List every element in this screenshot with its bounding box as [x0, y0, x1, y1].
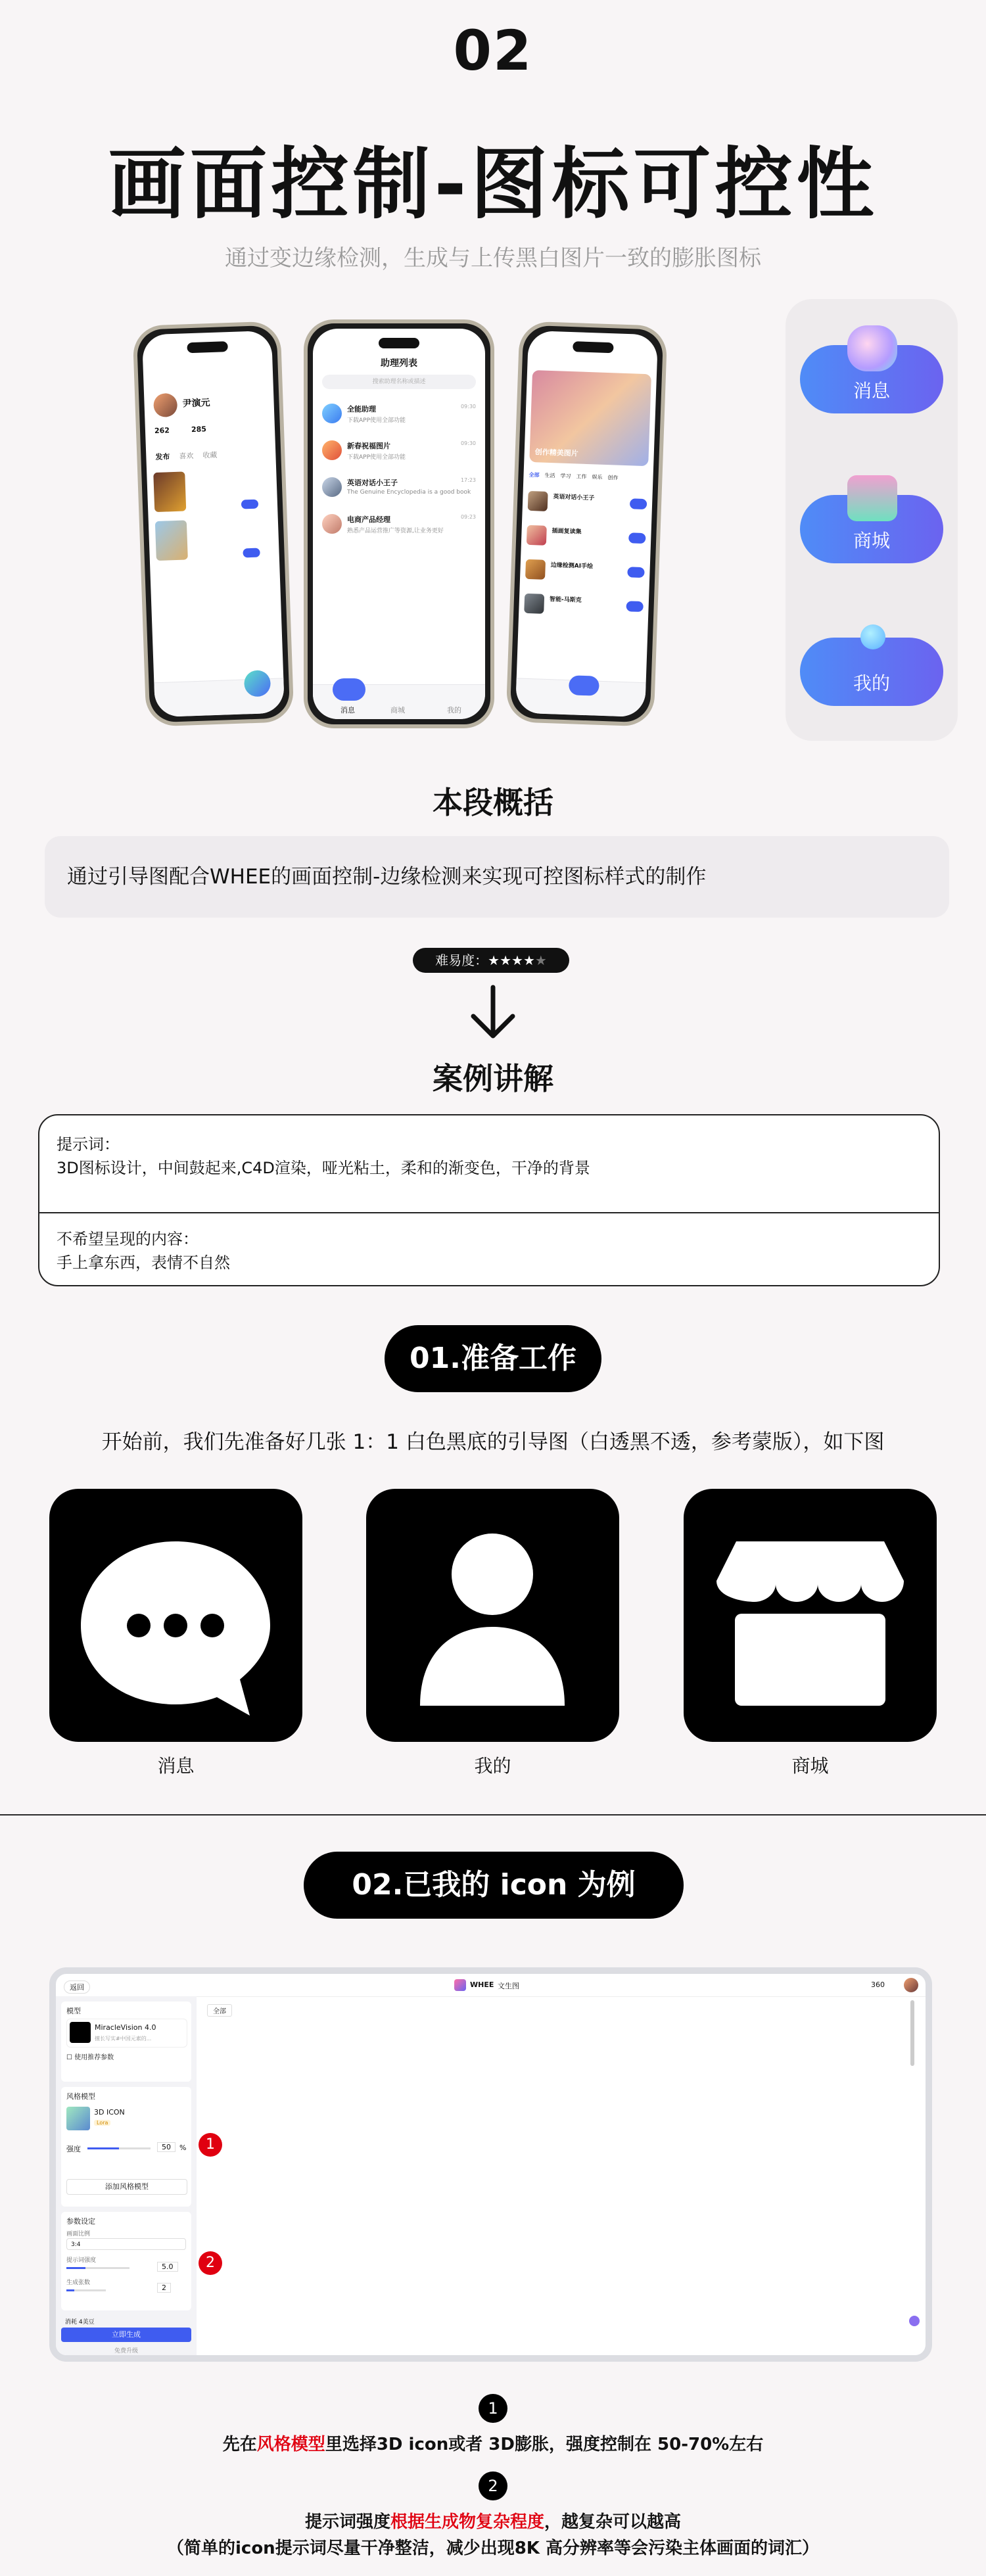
page-subtitle: 通过变边缘检测，生成与上传黑白图片一致的膨胀图标 [225, 245, 761, 271]
model-select[interactable] [66, 2019, 187, 2048]
search-input[interactable]: 搜索助理名称或描述 [322, 375, 476, 389]
item-subtitle: 下载APP使用全部功能 [347, 417, 406, 424]
phone-mockup-discover [505, 321, 667, 726]
list-item[interactable] [322, 475, 476, 503]
style-model-card [61, 2087, 191, 2207]
scrollbar[interactable] [910, 2000, 914, 2066]
avatar [322, 440, 342, 460]
model-name: MiracleVision 4.0 [95, 2023, 156, 2032]
category-tabs[interactable]: 全部 生活 学习 工作 娱乐 创作 [528, 471, 619, 481]
tab-me[interactable]: 我的 [447, 706, 461, 714]
screen-title: 助理列表 [381, 358, 417, 369]
guide-label: 我的 [474, 1755, 511, 1777]
style-name: 3D ICON [94, 2108, 125, 2117]
params-card [61, 2212, 191, 2310]
style-tag: Lora [94, 2120, 110, 2126]
prompt-strength-label: 提示词强度 [66, 2257, 97, 2264]
shop-3d-icon [800, 495, 943, 563]
guide-image-shop [684, 1489, 937, 1742]
profile-stat: 285 [191, 425, 207, 434]
use-button[interactable] [243, 548, 260, 558]
star-filled-icon: ★ [511, 952, 523, 968]
item-subtitle: The Genuine Encyclopedia is a good book [347, 489, 471, 496]
avatar [322, 477, 342, 497]
note-1: 先在风格模型里选择3D icon或者 3D膨胀，强度控制在 50-70%左右 [222, 2435, 764, 2454]
free-trial-link[interactable]: 免费升级 [114, 2348, 138, 2354]
thumbnail-image [153, 471, 186, 512]
star-empty-icon: ★ [534, 952, 547, 968]
me-3d-icon [800, 638, 943, 706]
list-item[interactable]: 边缘检测AI手绘 [525, 557, 645, 590]
strength-value[interactable]: 50 [157, 2142, 176, 2152]
negative-text: 手上拿东西，表情不自然 [57, 1253, 230, 1272]
list-item[interactable]: 英语对话小王子 [527, 488, 647, 521]
item-title: 新春祝福图片 [347, 442, 390, 450]
banner-title: 创作精美图片 [534, 448, 578, 458]
chat-bubble-icon [49, 1489, 302, 1742]
style-section-label: 风格模型 [66, 2092, 95, 2101]
tab-favorite[interactable]: 收藏 [202, 450, 218, 460]
prompt-text: 3D图标设计，中间鼓起来,C4D渲染，哑光粘土，柔和的渐变色，干净的背景 [57, 1159, 590, 1177]
brand-name: WHEE [470, 1980, 494, 1989]
add-style-button[interactable]: 添加风格模型 [66, 2179, 187, 2195]
profile-stat: 262 [154, 426, 170, 436]
negative-label: 不希望呈现的内容： [57, 1230, 199, 1248]
note-badge: 1 [479, 2394, 507, 2423]
shop-tab-icon[interactable] [569, 675, 599, 696]
phone-mockup-assistants [304, 319, 494, 728]
params-section-label: 参数设定 [66, 2217, 95, 2226]
generate-button[interactable]: 立即生成 [61, 2328, 191, 2342]
difficulty-badge [413, 948, 569, 973]
prompt-strength-value[interactable]: 5.0 [157, 2262, 178, 2272]
item-title: 英语对话小王子 [347, 479, 398, 487]
star-filled-icon: ★ [523, 952, 535, 968]
thumbnail-image [155, 520, 188, 561]
item-time: 17:23 [460, 477, 476, 483]
case-heading: 案例讲解 [433, 1061, 553, 1096]
prompt-label: 提示词： [57, 1135, 120, 1154]
difficulty-stars [488, 952, 547, 968]
shop-icon [684, 1489, 937, 1742]
page-name: 文生图 [498, 1982, 519, 1990]
list-item[interactable] [322, 438, 476, 467]
tab-publish[interactable]: 发布 [155, 452, 170, 462]
icon-label: 我的 [853, 672, 890, 694]
strength-slider[interactable] [87, 2147, 151, 2149]
note-badge: 2 [479, 2471, 507, 2500]
tab-message[interactable]: 消息 [340, 706, 355, 714]
profile-name: 尹演元 [182, 398, 210, 410]
person-icon [366, 1489, 619, 1742]
ratio-select[interactable]: 3:4 [66, 2238, 186, 2250]
item-subtitle: 熟悉产品运营推广等资源,让业务更好 [347, 528, 444, 534]
prompt-strength-slider[interactable] [66, 2267, 129, 2269]
model-thumbnail [70, 2022, 91, 2043]
guide-label: 商城 [791, 1755, 829, 1777]
guide-label: 消息 [157, 1755, 195, 1777]
icon-label: 消息 [853, 380, 890, 402]
model-card [61, 2002, 191, 2082]
arrow-down-icon [468, 985, 518, 1044]
strength-label: 强度 [66, 2145, 81, 2153]
guide-image-message [49, 1489, 302, 1742]
assistant-float-icon[interactable] [909, 2316, 920, 2326]
ratio-label: 画面比例 [66, 2231, 91, 2237]
count-value[interactable]: 2 [157, 2283, 171, 2293]
whee-logo-icon [454, 1979, 466, 1991]
model-section-label: 模型 [66, 2007, 81, 2015]
avatar [153, 393, 177, 417]
difficulty-label: 难易度： [435, 952, 488, 968]
recommend-checkbox[interactable]: ☐ 使用推荐参数 [66, 2054, 114, 2061]
star-filled-icon: ★ [500, 952, 512, 968]
item-title: 电商产品经理 [347, 515, 390, 524]
back-button[interactable]: 返回 [64, 1980, 90, 1994]
credits-count: 360 [871, 1980, 885, 1989]
section-divider [0, 1814, 986, 1815]
icon-showcase-panel [786, 299, 958, 741]
strength-unit: % [179, 2143, 187, 2152]
guide-image-me [366, 1489, 619, 1742]
use-button[interactable] [241, 500, 258, 509]
phone-mockup-profile [132, 321, 294, 726]
tab-like[interactable]: 喜欢 [179, 451, 194, 461]
item-time: 09:23 [460, 514, 476, 520]
tab-shop[interactable]: 商城 [390, 706, 405, 714]
message-tab-icon[interactable] [333, 678, 365, 701]
page-title: 画面控制-图标可控性 [108, 139, 878, 229]
step1-description: 开始前，我们先准备好几张 1：1 白色黑底的引导图（白透黑不透，参考蒙版），如下图 [101, 1430, 885, 1454]
canvas-filter[interactable]: 全部 [207, 2004, 232, 2017]
settings-panel [56, 1996, 197, 2355]
message-3d-icon [800, 345, 943, 413]
count-label: 生成张数 [66, 2280, 91, 2286]
list-item[interactable] [322, 511, 476, 540]
summary-text: 通过引导图配合WHEE的画面控制-边缘检测来实现可控图标样式的制作 [67, 865, 707, 889]
note-2-detail: （简单的icon提示词尽量干净整洁，减少出现8K 高分辨率等会污染主体画面的词汇） [167, 2539, 819, 2558]
callout-badge: 1 [199, 2133, 222, 2157]
consume-text: 消耗 4美豆 [65, 2319, 95, 2326]
count-slider[interactable] [66, 2289, 106, 2291]
model-desc: 擅长写实#中国元素的... [95, 2036, 152, 2042]
me-tab-icon[interactable] [244, 670, 271, 697]
section-number: 02 [453, 18, 533, 83]
callout-badge: 2 [199, 2251, 222, 2275]
avatar [322, 514, 342, 534]
step1-title: 01.准备工作 [385, 1325, 601, 1392]
app-topbar [56, 1974, 926, 1997]
summary-heading: 本段概括 [433, 785, 553, 820]
summary-box [45, 836, 949, 918]
whee-app-screenshot [49, 1967, 932, 2362]
step2-title: 02.已我的 icon 为例 [304, 1852, 684, 1919]
avatar [322, 404, 342, 423]
list-item[interactable] [322, 401, 476, 430]
item-time: 09:30 [460, 404, 476, 410]
style-thumbnail [66, 2107, 90, 2130]
avatar[interactable] [904, 1978, 918, 1992]
star-filled-icon: ★ [488, 952, 500, 968]
note-2: 提示词强度根据生成物复杂程度，越复杂可以越高 [304, 2512, 682, 2532]
list-item[interactable]: 插画复读集 [526, 523, 646, 555]
list-item[interactable]: 智能-马斯克 [524, 591, 644, 624]
item-time: 09:30 [460, 440, 476, 446]
item-subtitle: 下载APP使用全部功能 [347, 454, 406, 461]
icon-label: 商城 [853, 530, 890, 551]
prompt-box [38, 1114, 940, 1286]
item-title: 全能助理 [347, 405, 376, 413]
